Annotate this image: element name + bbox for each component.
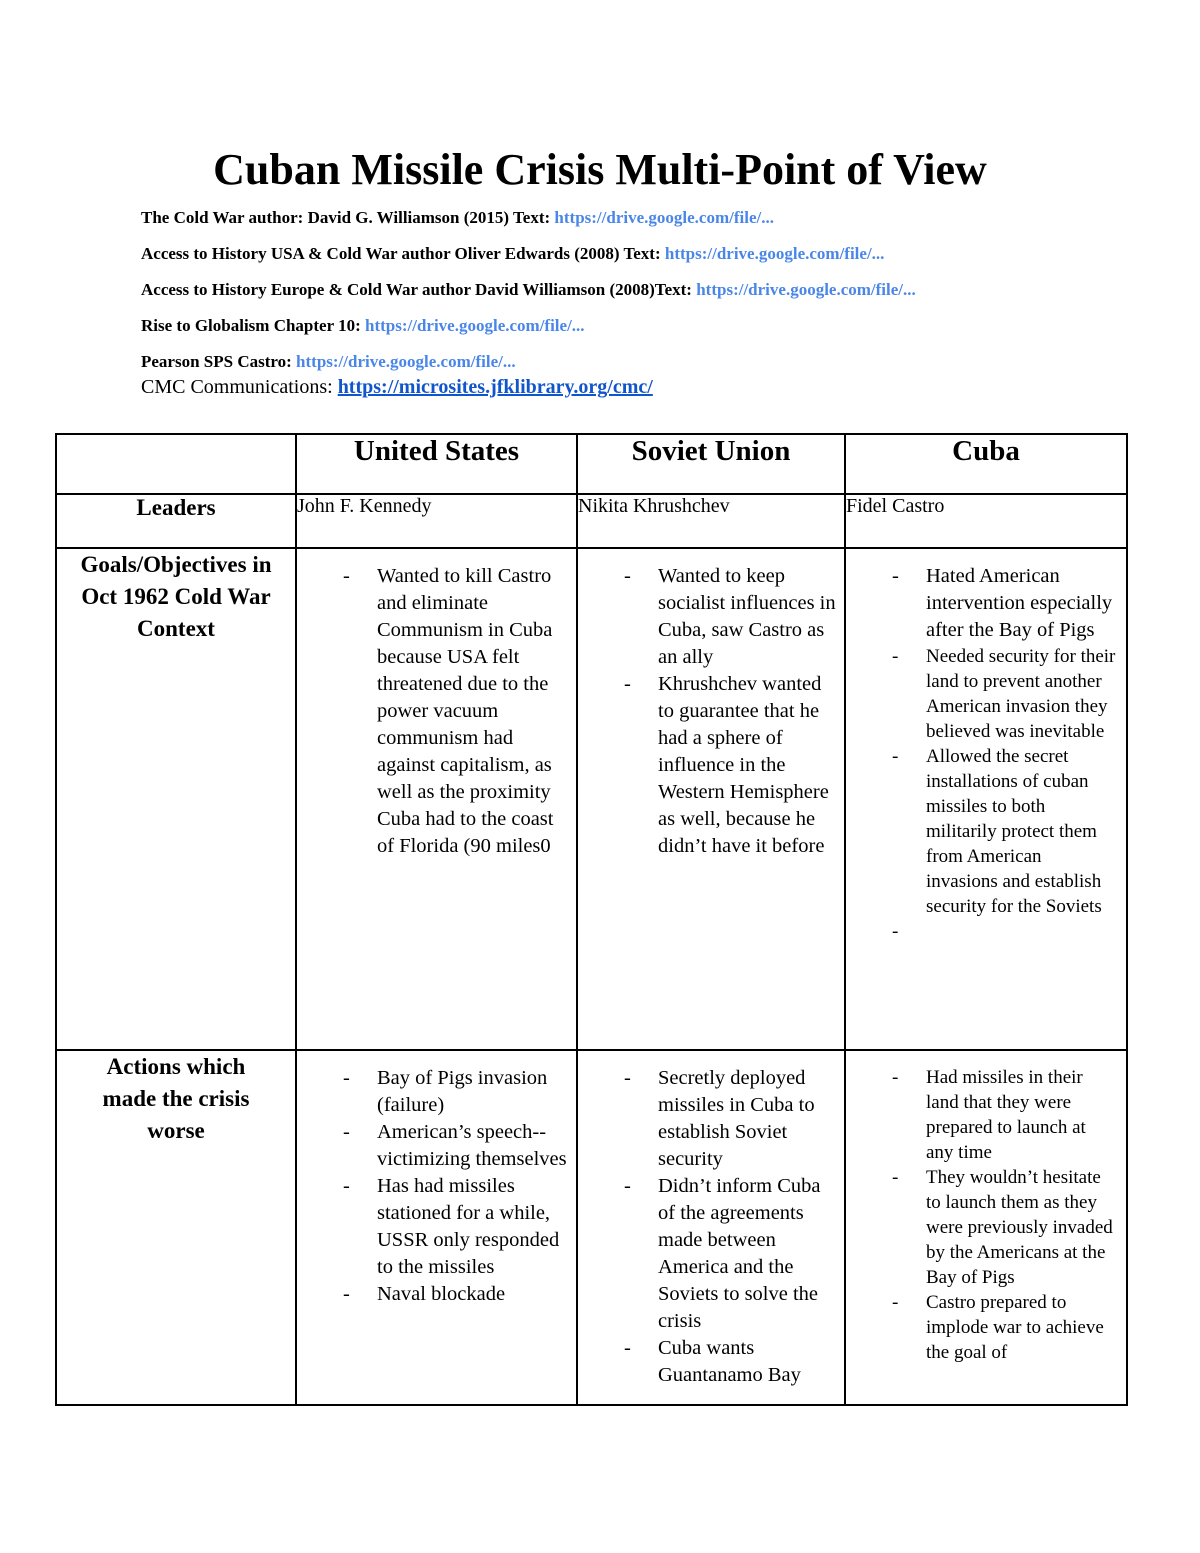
source-label: The Cold War author: David G. Williamson (2015) Text: — [141, 208, 551, 227]
actions-ussr-list — [578, 1051, 844, 1389]
source-line — [141, 200, 1161, 236]
list-item: - Allowed the secret installations of cuban missiles to both militarily protect them from American invasions and establish security for the Soviets — [926, 744, 1118, 919]
source-link[interactable]: https://drive.google.com/file/... — [296, 352, 516, 371]
actions-us-list — [297, 1051, 576, 1308]
row-label-actions — [56, 1050, 296, 1405]
leaders-row — [56, 494, 1127, 548]
leader-us: John F. Kennedy — [296, 494, 577, 548]
source-line — [141, 236, 1161, 272]
list-item — [926, 919, 1118, 944]
source-line — [141, 272, 1161, 308]
header-row — [56, 434, 1127, 494]
goals-ussr-list — [578, 549, 844, 860]
source-link[interactable]: https://drive.google.com/file/... — [554, 208, 774, 227]
source-label: Access to History Europe & Cold War author David Williamson (2008)Text: — [141, 280, 692, 299]
list-item: - Castro prepared to implode war to achieve the goal of — [926, 1290, 1118, 1365]
goals-us-list — [297, 549, 576, 860]
source-link[interactable]: https://drive.google.com/file/... — [365, 316, 585, 335]
source-label: Access to History USA & Cold War author Oliver Edwards (2008) Text: — [141, 244, 661, 263]
list-item: - Has had missiles stationed for a while, USSR only responded to the missiles — [377, 1173, 568, 1281]
list-item: - Cuba wants Guantanamo Bay — [658, 1335, 836, 1389]
list-item: - They wouldn’t hesitate to launch them as they were previously invaded by the Americans at the Bay of Pigs — [926, 1165, 1118, 1290]
list-item: - Bay of Pigs invasion (failure) — [377, 1065, 568, 1119]
column-header-cuba: Cuba — [845, 434, 1127, 494]
row-label-actions-text: Actions which made the crisis worse — [102, 1054, 250, 1143]
page-title: Cuban Missile Crisis Multi-Point of View — [213, 145, 987, 194]
leader-cuba: Fidel Castro — [845, 494, 1127, 548]
source-line — [141, 372, 1161, 402]
actions-ussr-cell — [577, 1050, 845, 1405]
goals-cuba-list — [846, 549, 1126, 944]
actions-row — [56, 1050, 1127, 1405]
column-header-empty — [56, 434, 296, 494]
column-header-united-states: United States — [296, 434, 577, 494]
goals-us-cell — [296, 548, 577, 1050]
goals-ussr-cell — [577, 548, 845, 1050]
list-item: - Secretly deployed missiles in Cuba to establish Soviet security — [658, 1065, 836, 1173]
actions-cuba-cell — [845, 1050, 1127, 1405]
sources-list — [141, 200, 1161, 402]
source-label: CMC Communications: — [141, 376, 333, 398]
row-label-leaders: Leaders — [56, 494, 296, 548]
list-item: - American’s speech-- victimizing themselves — [377, 1119, 568, 1173]
source-label: Pearson SPS Castro: — [141, 352, 292, 371]
list-item: - Didn’t inform Cuba of the agreements made between America and the Soviets to solve the crisis — [658, 1173, 836, 1335]
source-label: Rise to Globalism Chapter 10: — [141, 316, 361, 335]
list-item: - Needed security for their land to prevent another American invasion they believed was inevitable — [926, 644, 1118, 744]
actions-us-cell — [296, 1050, 577, 1405]
list-item: - Wanted to kill Castro and eliminate Communism in Cuba because USA felt threatened due to the power vacuum communism had against capitalism, as well as the proximity Cuba had to the coast of Florida (90 miles0 — [377, 563, 568, 860]
list-item: - Had missiles in their land that they were prepared to launch at any time — [926, 1065, 1118, 1165]
row-label-goals-text: Goals/Objectives in Oct 1962 Cold War Context — [80, 552, 272, 641]
list-item: - Wanted to keep socialist influences in Cuba, saw Castro as an ally — [658, 563, 836, 671]
source-link[interactable]: https://drive.google.com/file/... — [696, 280, 916, 299]
list-item: - Hated American intervention especially after the Bay of Pigs — [926, 563, 1118, 644]
leader-ussr: Nikita Khrushchev — [577, 494, 845, 548]
list-item: - Naval blockade — [377, 1281, 568, 1308]
column-header-soviet-union: Soviet Union — [577, 434, 845, 494]
source-link[interactable]: https://microsites.jfklibrary.org/cmc/ — [337, 376, 653, 398]
row-label-goals — [56, 548, 296, 1050]
source-link[interactable]: https://drive.google.com/file/... — [664, 244, 885, 263]
list-item: - Khrushchev wanted to guarantee that he had a sphere of influence in the Western Hemisphere as well, because he didn’t have it before — [658, 671, 836, 860]
goals-cuba-cell — [845, 548, 1127, 1050]
goals-row — [56, 548, 1127, 1050]
source-line — [141, 308, 1161, 344]
actions-cuba-list — [846, 1051, 1126, 1365]
comparison-table — [55, 433, 1128, 1406]
